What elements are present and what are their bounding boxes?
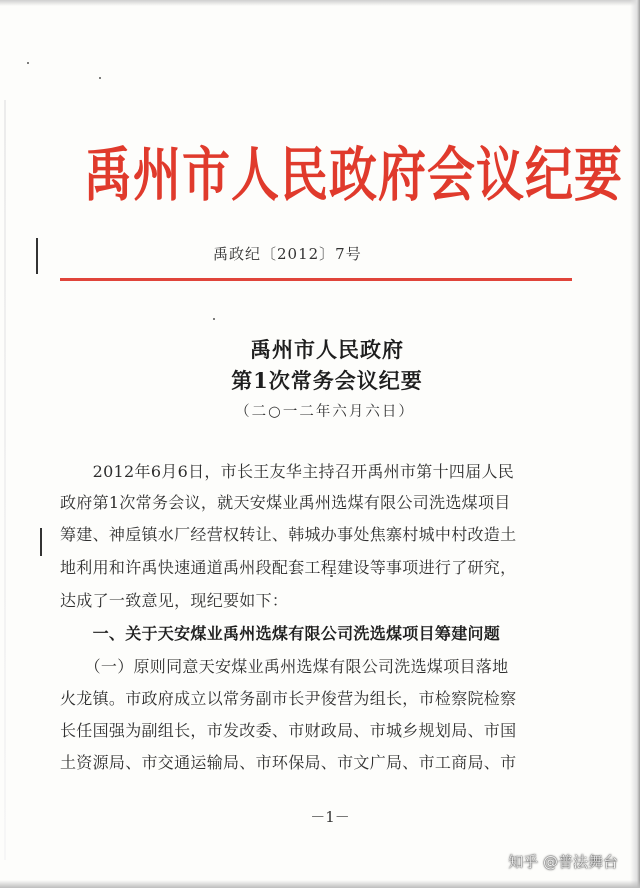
binding-mark-bottom: [40, 528, 42, 556]
scan-speck: [27, 62, 29, 64]
body-line: 筹建、神垕镇水厂经营权转让、韩城办事处焦寨村城中村改造土: [60, 525, 517, 544]
scan-speck: [213, 318, 215, 320]
meeting-title-line1: 禹州市人民政府: [250, 337, 404, 362]
section-line: 长任国强为副组长，市发改委、市财政局、市城乡规划局、市国: [60, 721, 517, 740]
meeting-title-line2: 第1次常务会议纪要: [231, 368, 423, 393]
scan-edge-bottom: [0, 880, 640, 888]
scan-edge-top: [0, 0, 640, 6]
source-watermark: 知乎 @普法舞台: [508, 853, 618, 871]
section-heading: 一、关于天安煤业禹州选煤有限公司洗选煤项目筹建问题: [60, 624, 501, 643]
red-separator-rule: [60, 278, 572, 281]
page-crease: [4, 100, 6, 860]
scan-edge-right: [630, 0, 640, 888]
binding-mark-top: [36, 238, 38, 274]
meeting-date: （二○一二年六月六日）: [235, 404, 415, 420]
document-header-title: 禹州市人民政府会议纪要: [84, 141, 624, 210]
body-line: 地利用和许禹快速通道禹州段配套工程建设等事项进行了研究，: [60, 558, 517, 577]
body-line: 政府第1次常务会议，就天安煤业禹州选煤有限公司洗选煤项目: [60, 493, 511, 512]
section-line: 火龙镇。市政府成立以常务副市长尹俊营为组长，市检察院检察: [60, 689, 517, 708]
body-line: 达成了一致意见，现纪要如下：: [60, 591, 289, 610]
scan-speck: [99, 77, 101, 79]
page-number: －1－: [310, 808, 350, 826]
body-line: 2012年6月6日，市长王友华主持召开禹州市第十四届人民: [60, 462, 515, 481]
section-line: （一）原则同意天安煤业禹州选煤有限公司洗选煤项目落地: [60, 657, 509, 676]
section-line: 土资源局、市交通运输局、市环保局、市文广局、市工商局、市: [60, 753, 517, 772]
document-number: 禹政纪〔2012〕7号: [213, 245, 362, 263]
